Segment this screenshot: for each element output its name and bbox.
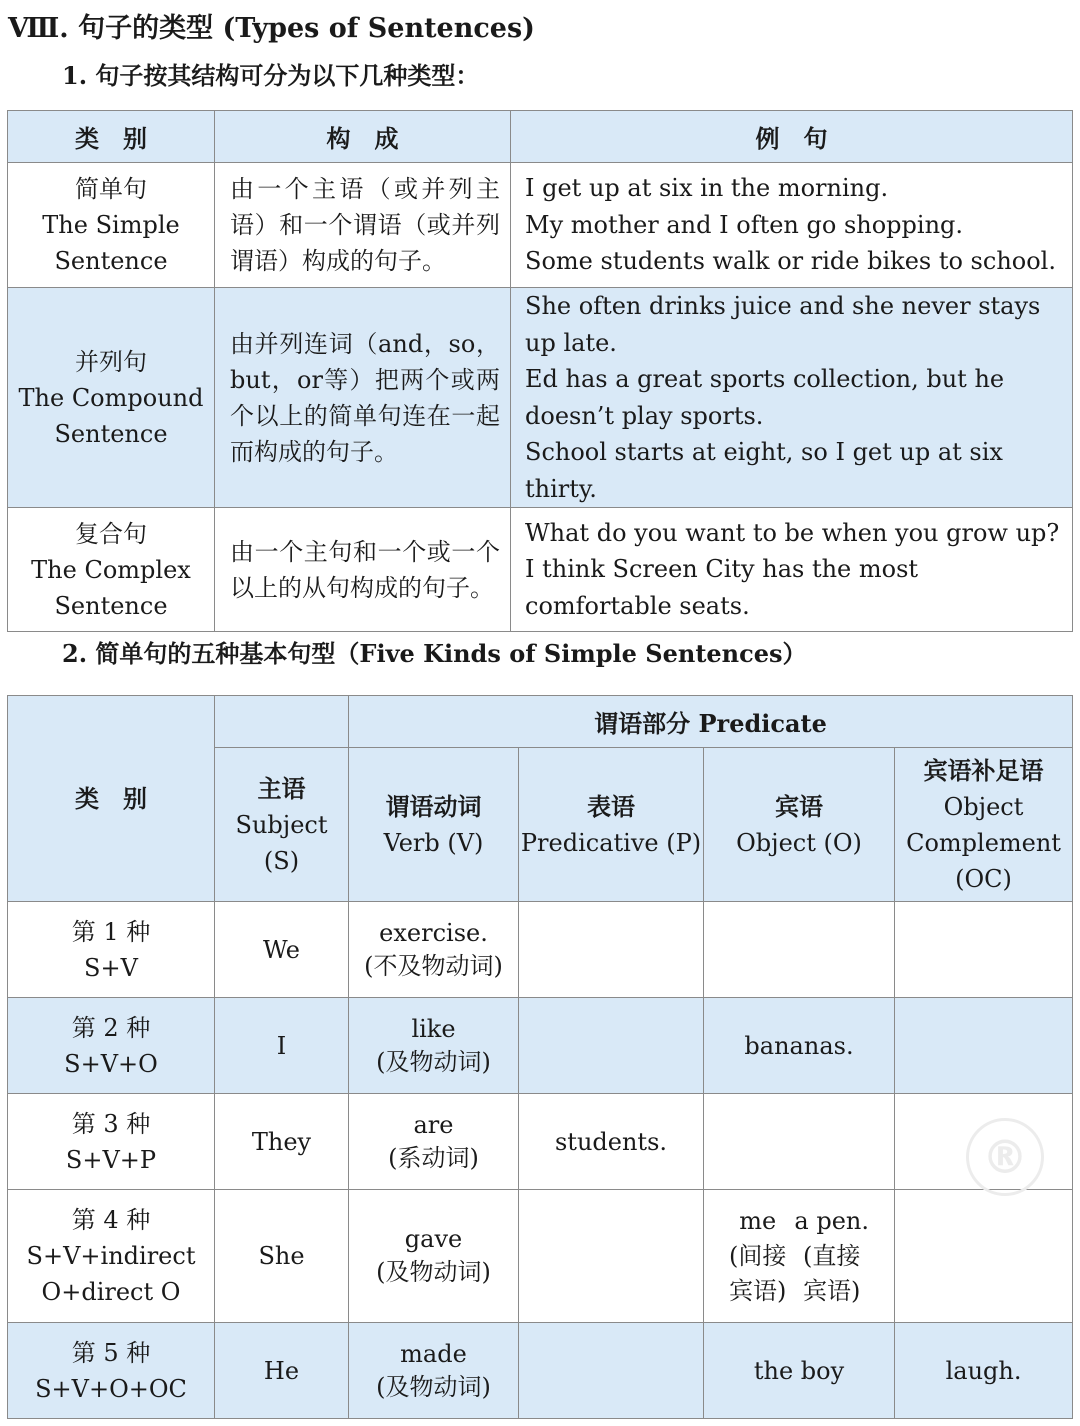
table-row [8, 1190, 1073, 1323]
pattern-number: 第 4 种 [71, 1206, 151, 1234]
examples-cell [511, 508, 1073, 632]
oc-cell: laugh. [895, 1323, 1073, 1419]
header-predicate: 谓语部分 Predicate [349, 696, 1073, 748]
category-zh: 复合句 [75, 519, 147, 548]
pattern-formula: O+direct O [41, 1278, 181, 1306]
subject-cell: He [215, 1323, 349, 1419]
header-verb [349, 748, 519, 902]
subject-cell: We [215, 902, 349, 998]
verb-word: made [400, 1339, 467, 1368]
verb-word: are [413, 1110, 454, 1139]
indirect-object [729, 1204, 786, 1309]
predicative-cell [519, 1323, 704, 1419]
category-cell [8, 998, 215, 1094]
verb-type: (及物动词) [376, 1258, 491, 1286]
verb-type: (及物动词) [376, 1372, 491, 1401]
example-sentence: What do you want to be when you grow up? [525, 518, 1060, 547]
examples-cell [511, 288, 1073, 508]
examples-cell [511, 163, 1073, 288]
pattern-number: 第 5 种 [71, 1338, 151, 1367]
subject-cell: They [215, 1094, 349, 1190]
category-en: The Simple [42, 211, 180, 239]
predicative-cell [519, 1190, 704, 1323]
object-cell [704, 1094, 895, 1190]
oc-cell [895, 1190, 1073, 1323]
subtitle-structure-types: 1. 句子按其结构可分为以下几种类型： [62, 61, 480, 90]
verb-type: (及物动词) [376, 1047, 491, 1076]
verb-cell [349, 902, 519, 998]
category-cell [8, 902, 215, 998]
composition-cell: 由并列连词（and，so，but，or等）把两个或两个以上的简单句连在一起而构成的句子。 [215, 288, 511, 508]
simple-sentence-patterns-table [7, 695, 1073, 1419]
direct-object [794, 1204, 869, 1309]
verb-type: (不及物动词) [364, 951, 503, 980]
table-row [8, 1323, 1073, 1419]
header-verb-en: Verb (V) [383, 828, 484, 857]
table-row [8, 998, 1073, 1094]
verb-type: (系动词) [388, 1143, 479, 1172]
header-examples: 例 句 [511, 111, 1073, 163]
predicative-cell: students. [519, 1094, 704, 1190]
header-object-en: Object (O) [736, 828, 862, 857]
header-oc-en: Complement [906, 828, 1061, 857]
header-blank [215, 696, 349, 748]
object-cell: bananas. [704, 998, 895, 1094]
pattern-formula: S+V+O+OC [35, 1374, 187, 1403]
category-cell [8, 163, 215, 288]
object-cell [704, 1190, 895, 1323]
header-object [704, 748, 895, 902]
direct-object-word: a pen. [794, 1206, 869, 1235]
header-category: 类 别 [8, 696, 215, 902]
category-en: Sentence [54, 247, 168, 275]
table-row [8, 1094, 1073, 1190]
example-sentence: I think Screen City has the most comfortable seats. [525, 555, 919, 620]
category-zh: 并列句 [75, 347, 147, 376]
verb-cell [349, 1094, 519, 1190]
sentence-types-table [7, 110, 1073, 632]
section-title: Ⅷ. 句子的类型 (Types of Sentences) [8, 13, 535, 44]
registered-watermark-icon: ® [966, 1118, 1044, 1196]
subtitle-simple-sentence-patterns: 2. 简单句的五种基本句型（Five Kinds of Simple Sentences） [62, 639, 807, 668]
header-category: 类 别 [8, 111, 215, 163]
pattern-number: 第 2 种 [71, 1013, 151, 1042]
composition-cell: 由一个主语（或并列主语）和一个谓语（或并列谓语）构成的句子。 [215, 163, 511, 288]
table-row [8, 508, 1073, 632]
category-cell [8, 508, 215, 632]
header-predicative-en: Predicative (P) [520, 828, 702, 857]
oc-cell [895, 998, 1073, 1094]
pattern-number: 第 1 种 [71, 917, 151, 946]
category-en: Sentence [54, 591, 168, 620]
category-cell [8, 1190, 215, 1323]
predicative-cell [519, 902, 704, 998]
header-oc-zh: 宾语补足语 [923, 755, 1044, 785]
pattern-formula: S+V+O [64, 1049, 158, 1078]
pattern-number: 第 3 种 [71, 1109, 151, 1138]
verb-cell [349, 998, 519, 1094]
direct-object-note: (直接 [803, 1241, 861, 1270]
header-object-zh: 宾语 [775, 791, 823, 821]
example-sentence: Some students walk or ride bikes to school. [525, 247, 1056, 276]
category-en: Sentence [54, 419, 168, 448]
oc-cell [895, 902, 1073, 998]
subject-cell: I [215, 998, 349, 1094]
header-verb-zh: 谓语动词 [385, 791, 482, 821]
category-cell [8, 1094, 215, 1190]
example-sentence: School starts at eight, so I get up at six thirty. [525, 438, 1003, 503]
indirect-object-note: (间接 [729, 1241, 787, 1270]
table-row [8, 902, 1073, 998]
table-row [8, 288, 1073, 508]
header-subject-en: Subject (S) [235, 810, 328, 875]
pattern-formula: S+V+indirect [26, 1242, 196, 1270]
object-cell: the boy [704, 1323, 895, 1419]
pattern-formula: S+V [84, 953, 138, 982]
category-zh: 简单句 [75, 175, 147, 203]
object-cell [704, 902, 895, 998]
header-subject-zh: 主语 [257, 773, 306, 803]
verb-cell [349, 1190, 519, 1323]
subject-cell: She [215, 1190, 349, 1323]
verb-word: gave [404, 1225, 463, 1253]
verb-word: like [411, 1014, 456, 1043]
category-cell [8, 1323, 215, 1419]
indirect-object-word: me [739, 1206, 777, 1235]
header-object-complement [895, 748, 1073, 902]
direct-object-note: 宾语) [803, 1276, 861, 1305]
predicative-cell [519, 998, 704, 1094]
example-sentence: My mother and I often go shopping. [525, 210, 964, 239]
verb-word: exercise. [379, 918, 488, 947]
header-composition: 构 成 [215, 111, 511, 163]
example-sentence: She often drinks juice and she never stays up late. [525, 292, 1041, 357]
header-predicative-zh: 表语 [587, 791, 635, 821]
header-subject [215, 748, 349, 902]
verb-cell [349, 1323, 519, 1419]
pattern-formula: S+V+P [65, 1145, 157, 1174]
example-sentence: I get up at six in the morning. [525, 174, 889, 203]
example-sentence: Ed has a great sports collection, but he doesn’t play sports. [525, 365, 1005, 430]
composition-cell: 由一个主句和一个或一个以上的从句构成的句子。 [215, 508, 511, 632]
header-predicative [519, 748, 704, 902]
header-oc-en: (OC) [955, 864, 1012, 893]
header-oc-en: Object [943, 792, 1024, 821]
category-cell [8, 288, 215, 508]
indirect-object-note: 宾语) [729, 1276, 787, 1305]
table-row [8, 163, 1073, 288]
category-en: The Complex [31, 555, 191, 584]
category-en: The Compound [18, 383, 204, 412]
